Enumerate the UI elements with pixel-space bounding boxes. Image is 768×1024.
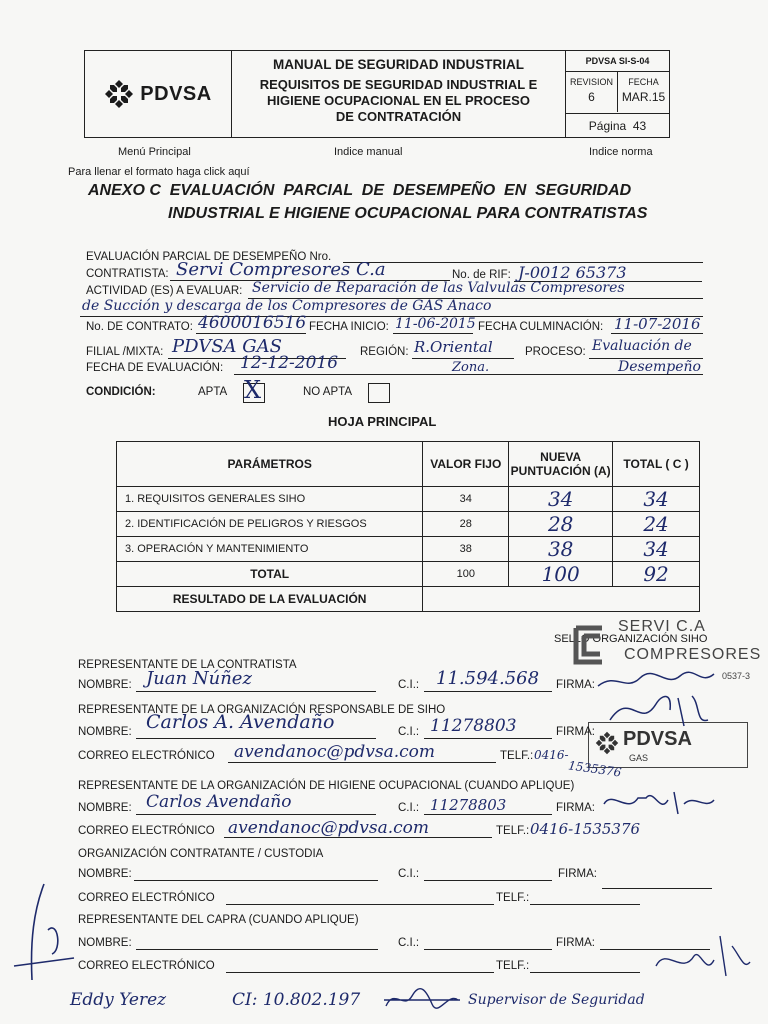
param-cell: 3. OPERACIÓN Y MANTENIMIENTO xyxy=(117,537,423,562)
fijo-cell: 38 xyxy=(423,537,509,562)
region-line xyxy=(412,358,514,359)
total-cell: 24 xyxy=(613,512,700,537)
ci-line xyxy=(424,880,552,881)
fecha-evaluacion-line xyxy=(234,374,703,375)
firma-label: FIRMA: xyxy=(558,868,597,880)
rep-higiene-telf: 0416-1535376 xyxy=(530,820,641,838)
fecha-inicio-value: 11-06-2015 xyxy=(395,316,476,332)
page-number: 43 xyxy=(632,119,647,133)
annex-title-line-2: INDUSTRIAL E HIGIENE OCUPACIONAL PARA CONTRATISTAS xyxy=(168,205,648,222)
ci-line xyxy=(424,738,552,739)
correo-label: CORREO ELECTRÓNICO xyxy=(78,960,215,972)
revision-value: 6 xyxy=(588,90,595,104)
footer-signature-icon xyxy=(382,982,462,1014)
table-result-row xyxy=(117,587,700,612)
header-nueva-puntuacion: NUEVA PUNTUACIÓN (A) xyxy=(509,442,613,487)
fecha-culminacion-line xyxy=(611,333,703,334)
actividad-value-2: de Succión y descarga de los Compresores de GAS Anaco xyxy=(82,298,492,314)
contratista-value: Servi Compresores C.a xyxy=(176,259,386,280)
footer-ci: CI: 10.802.197 xyxy=(232,990,361,1010)
header-total: TOTAL ( C ) xyxy=(613,442,700,487)
nombre-label: NOMBRE: xyxy=(78,937,132,949)
table-row xyxy=(117,487,700,512)
margin-initials-signature-icon xyxy=(4,880,82,990)
rep-higiene-label: REPRESENTANTE DE LA ORGANIZACIÓN DE HIGIENE OCUPACIONAL (CUANDO APLIQUE) xyxy=(78,780,575,792)
rep-siho-ci: 11278803 xyxy=(430,716,517,736)
proceso-value: Evaluación de xyxy=(592,338,692,354)
firma-label: FIRMA: xyxy=(556,937,595,949)
ci-line xyxy=(424,949,552,950)
fecha-inicio-line xyxy=(393,333,473,334)
rif-value: J-0012 65373 xyxy=(518,263,627,282)
subtitle-line-2: HIGIENE OCUPACIONAL EN EL PROCESO xyxy=(267,93,530,108)
rep-contratista-nombre: Juan Núñez xyxy=(146,668,252,689)
nombre-label: NOMBRE: xyxy=(78,679,132,691)
contratista-label: CONTRATISTA: xyxy=(86,268,169,280)
total-cell: 34 xyxy=(613,537,700,562)
subtitle-line-3: DE CONTRATACIÓN xyxy=(335,109,462,124)
stamp-company-bottom: COMPRESORES xyxy=(624,646,762,663)
param-cell: 1. REQUISITOS GENERALES SIHO xyxy=(117,487,423,512)
total-cell: 34 xyxy=(613,487,700,512)
hoja-principal-title: HOJA PRINCIPAL xyxy=(328,414,437,429)
telf-label: TELF.: xyxy=(500,750,534,762)
region-value: R.Oriental xyxy=(414,338,493,356)
ci-label: C.I.: xyxy=(398,679,420,691)
contrato-label: No. DE CONTRATO: xyxy=(86,321,193,333)
menu-principal-link[interactable]: Menú Principal xyxy=(118,146,191,158)
contrato-line xyxy=(196,333,306,334)
firma-line xyxy=(602,888,712,889)
rep-higiene-correo: avendanoc@pdvsa.com xyxy=(228,818,429,838)
ci-line xyxy=(424,691,552,692)
table-row xyxy=(117,512,700,537)
total-nueva-cell: 100 xyxy=(509,562,613,587)
page-indicator xyxy=(566,113,669,138)
pdvsa-stamp-sub: GAS xyxy=(629,753,649,763)
telf-line xyxy=(530,904,640,905)
parameters-table xyxy=(116,441,700,612)
ci-label: C.I.: xyxy=(398,937,420,949)
rep-siho-label: REPRESENTANTE DE LA ORGANIZACIÓN RESPONSABLE DE SIHO xyxy=(78,704,446,716)
region-value-2: Zona. xyxy=(452,360,490,375)
rep-siho-telf: 0416- xyxy=(534,748,569,762)
correo-line xyxy=(226,972,494,973)
header-valor-fijo: VALOR FIJO xyxy=(423,442,509,487)
total-label-cell: TOTAL xyxy=(117,562,423,587)
telf-label: TELF.: xyxy=(496,960,530,972)
fecha-evaluacion-value: 12-12-2016 xyxy=(240,353,339,373)
ci-label: C.I.: xyxy=(398,802,420,814)
footer-name: Eddy Yerez xyxy=(70,990,167,1010)
filial-value: PDVSA GAS xyxy=(172,336,282,357)
nueva-cell: 28 xyxy=(509,512,613,537)
ci-label: C.I.: xyxy=(398,868,420,880)
firma-siho-signature-icon xyxy=(600,680,720,736)
proceso-value-2: Desempeño xyxy=(618,359,701,375)
actividad-value-1: Servicio de Reparación de las Valvulas Compresores xyxy=(252,280,625,296)
document-code: PDVSA SI-S-04 xyxy=(566,51,669,72)
fijo-cell: 34 xyxy=(423,487,509,512)
param-cell: 2. IDENTIFICACIÓN DE PELIGROS Y RIESGOS xyxy=(117,512,423,537)
correo-line xyxy=(226,904,494,905)
apta-mark: X xyxy=(244,376,262,404)
page-label: Página xyxy=(588,119,627,133)
no-apta-label: NO APTA xyxy=(303,386,352,398)
sello-label: SELLO ORGANIZACIÓN SIHO xyxy=(554,633,708,645)
pdvsa-emblem-icon xyxy=(104,79,134,109)
rep-siho-telf-2: 1535376 xyxy=(567,758,623,780)
annex-title-line-1: ANEXO C EVALUACIÓN PARCIAL DE DESEMPEÑO EN SEGURIDAD xyxy=(88,182,632,199)
servi-stamp-logo-icon xyxy=(572,622,612,668)
condicion-label: CONDICIÓN: xyxy=(86,386,156,398)
nombre-line xyxy=(136,738,376,739)
telf-label: TELF.: xyxy=(496,892,530,904)
actividad-label: ACTIVIDAD (ES) A EVALUAR: xyxy=(86,285,243,297)
capra-signature-icon xyxy=(652,926,752,986)
header-parametros: PARÁMETROS xyxy=(117,442,423,487)
fecha-label: FECHA xyxy=(628,77,659,87)
rep-capra-label: REPRESENTANTE DEL CAPRA (CUANDO APLIQUE) xyxy=(78,914,359,926)
resultado-value-cell xyxy=(423,587,700,612)
rep-higiene-nombre: Carlos Avendaño xyxy=(146,792,292,812)
telf-label: TELF.: xyxy=(496,825,530,837)
correo-line xyxy=(228,762,496,763)
indice-norma-link[interactable]: Indice norma xyxy=(589,146,653,158)
no-apta-checkbox[interactable] xyxy=(368,383,390,403)
apta-label: APTA xyxy=(198,386,228,398)
footer-role: Supervisor de Seguridad xyxy=(468,992,645,1008)
fecha-culminacion-label: FECHA CULMINACIÓN: xyxy=(478,321,604,333)
org-contratante-label: ORGANIZACIÓN CONTRATANTE / CUSTODIA xyxy=(78,848,324,860)
resultado-label-cell: RESULTADO DE LA EVALUACIÓN xyxy=(117,587,423,612)
indice-manual-link[interactable]: Indice manual xyxy=(334,146,403,158)
header-title-block xyxy=(232,51,566,137)
firma-label: FIRMA: xyxy=(556,726,595,738)
nombre-line xyxy=(136,814,376,815)
nombre-line xyxy=(136,949,378,950)
nueva-cell: 34 xyxy=(509,487,613,512)
nueva-cell: 38 xyxy=(509,537,613,562)
rep-siho-correo: avendanoc@pdvsa.com xyxy=(234,742,435,762)
document-header xyxy=(84,50,670,138)
filial-label: FILIAL /MIXTA: xyxy=(86,346,164,358)
stamp-code: 0537-3 xyxy=(722,671,751,681)
actividad-line-2 xyxy=(80,316,703,317)
nombre-label: NOMBRE: xyxy=(78,868,132,880)
nombre-line xyxy=(136,691,376,692)
ci-line xyxy=(424,814,552,815)
fecha-evaluacion-label: FECHA DE EVALUACIÓN: xyxy=(86,362,224,374)
stamp-company-top: SERVI C.A xyxy=(618,618,706,635)
proceso-label: PROCESO: xyxy=(525,346,586,358)
fecha-inicio-label: FECHA INICIO: xyxy=(309,321,389,333)
manual-title: MANUAL DE SEGURIDAD INDUSTRIAL xyxy=(272,57,524,72)
revision-label: REVISION xyxy=(569,77,613,87)
fijo-cell: 28 xyxy=(423,512,509,537)
logo-text: PDVSA xyxy=(140,82,212,105)
contrato-value: 4600016516 xyxy=(198,313,307,333)
rep-contratista-label: REPRESENTANTE DE LA CONTRATISTA xyxy=(78,659,297,671)
nombre-label: NOMBRE: xyxy=(78,726,132,738)
telf-line xyxy=(530,972,640,973)
table-total-row xyxy=(117,562,700,587)
fecha-culminacion-value: 11-07-2016 xyxy=(614,315,701,333)
eval-number-label: EVALUACIÓN PARCIAL DE DESEMPEÑO Nro. xyxy=(86,251,332,263)
subtitle-line-1: REQUISITOS DE SEGURIDAD INDUSTRIAL E xyxy=(259,77,538,92)
correo-label: CORREO ELECTRÓNICO xyxy=(78,750,215,762)
fill-form-link[interactable]: Para llenar el formato haga click aquí xyxy=(68,166,250,178)
firma-label: FIRMA: xyxy=(556,802,595,814)
total-fijo-cell: 100 xyxy=(423,562,509,587)
nombre-line xyxy=(134,880,378,881)
header-meta-block xyxy=(566,51,669,137)
rif-label: No. de RIF: xyxy=(452,269,511,281)
table-row xyxy=(117,537,700,562)
ci-label: C.I.: xyxy=(398,726,420,738)
rep-higiene-ci: 11278803 xyxy=(430,796,507,814)
pdvsa-stamp-text: PDVSA xyxy=(623,728,692,750)
rep-contratista-ci: 11.594.568 xyxy=(436,668,540,689)
fecha-value: MAR.15 xyxy=(621,90,666,104)
firma-higiene-signature-icon xyxy=(598,784,716,818)
correo-label: CORREO ELECTRÓNICO xyxy=(78,892,215,904)
table-header-row xyxy=(117,442,700,487)
region-label: REGIÓN: xyxy=(360,346,409,358)
firma-label: FIRMA: xyxy=(556,679,595,691)
total-total-cell: 92 xyxy=(613,562,700,587)
correo-label: CORREO ELECTRÓNICO xyxy=(78,825,215,837)
nombre-label: NOMBRE: xyxy=(78,802,132,814)
rep-siho-nombre: Carlos A. Avendaño xyxy=(146,711,335,733)
pdvsa-logo xyxy=(85,51,232,137)
